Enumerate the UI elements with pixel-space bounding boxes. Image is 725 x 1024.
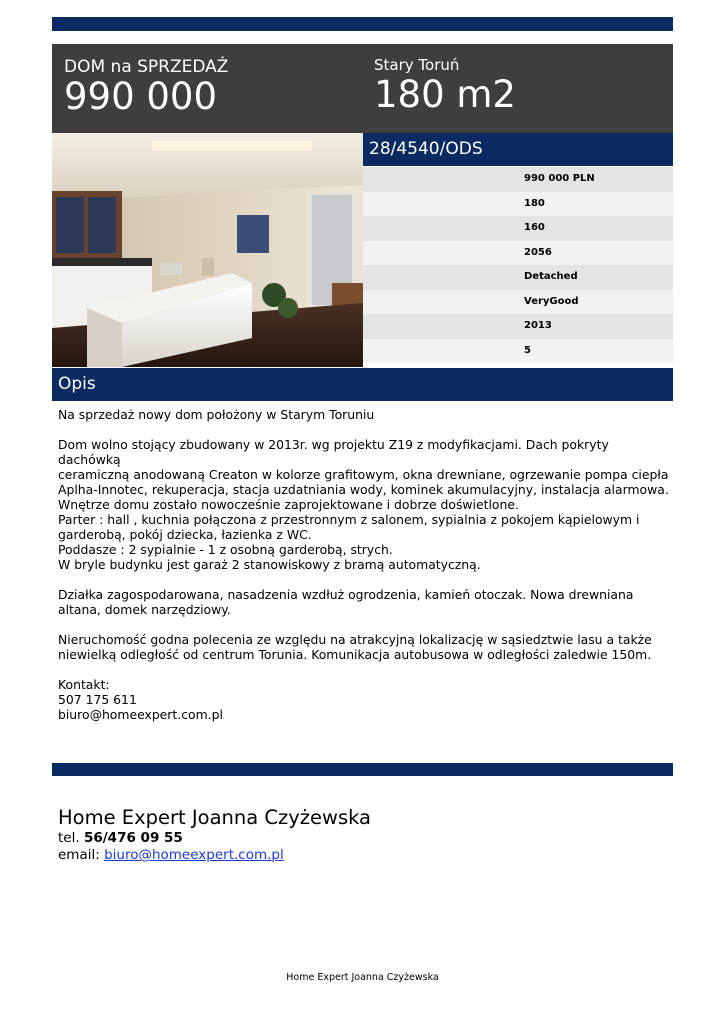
detail-plot-size: 2056 [363,241,673,266]
agency-phone-line [58,830,371,847]
description-body [58,407,670,737]
footer-agency-name: Home Expert Joanna Czyżewska [286,972,439,983]
agency-email-line [58,847,371,864]
detail-area: 180 [363,192,673,217]
property-photo [52,133,363,367]
description-intro: Na sprzedaż nowy dom położony w Starym Toruniu [58,407,375,422]
details-table [363,167,673,363]
email-label: email: [58,847,100,863]
description-paragraph: Dom wolno stojący zbudowany w 2013r. wg projektu Z19 z modyfikacjami. Dach pokryty dachówką ceramiczną anodowaną Creaton w kolorze grafitowym, okna drewniane, ogrzewanie pompa ciepła Aplha-Innotec, rekuperacja, stacja uzdatniania wody, kominek akumulacyjny, instalacja alarmowa. Wnętrze domu zostało nowocześnie zaprojektowane i dobrze doświetlone. Parter : hall , kuchnia połączona z przestronnym z salonem, sypialnia z pokojem kąpielowym i garderobą, pokój dziecka, łazienka z WC. Poddasze : 2 sypialnie - 1 z osobną garderobą, strych. W bryle budynku jest garaż 2 stanowiskowy z bramą automatyczną. [58,437,669,572]
description-paragraph: Nieruchomość godna polecenia ze względu na atrakcyjną lokalizację w sąsiedztwie lasu a także niewielką odległość od centrum Torunia. Komunikacja autobusowa w odległości zaledwie 150m. [58,632,652,662]
agency-contact [58,806,371,864]
reference-number: 28/4540/ODS [363,133,673,166]
detail-year-built: 2013 [363,314,673,339]
listing-type-label: DOM na SPRZEDAŻ [64,57,229,77]
listing-area: 180 m2 [374,73,516,116]
detail-condition: VeryGood [363,290,673,315]
detail-price: 990 000 PLN [363,167,673,192]
phone-label: tel. [58,830,80,846]
detail-building-type: Detached [363,265,673,290]
detail-usable-area: 160 [363,216,673,241]
bottom-accent-bar [52,763,673,776]
description-contact: Kontakt: 507 175 611 biuro@homeexpert.com.pl [58,677,223,722]
top-accent-bar [52,17,673,31]
agency-phone: 56/476 09 55 [83,830,183,846]
agency-name: Home Expert Joanna Czyżewska [58,806,372,829]
listing-header [52,44,673,133]
listing-city: Stary Toruń [374,56,460,74]
listing-price: 990 000 [64,75,218,118]
description-paragraph: Działka zagospodarowana, nasadzenia wzdłuż ogrodzenia, kamień otoczak. Nowa drewniana altana, domek narzędziowy. [58,587,634,617]
detail-rooms: 5 [363,339,673,364]
description-heading: Opis [52,368,673,401]
kitchen-interior-image [52,133,363,367]
agency-email-link[interactable]: biuro@homeexpert.com.pl [104,847,284,863]
